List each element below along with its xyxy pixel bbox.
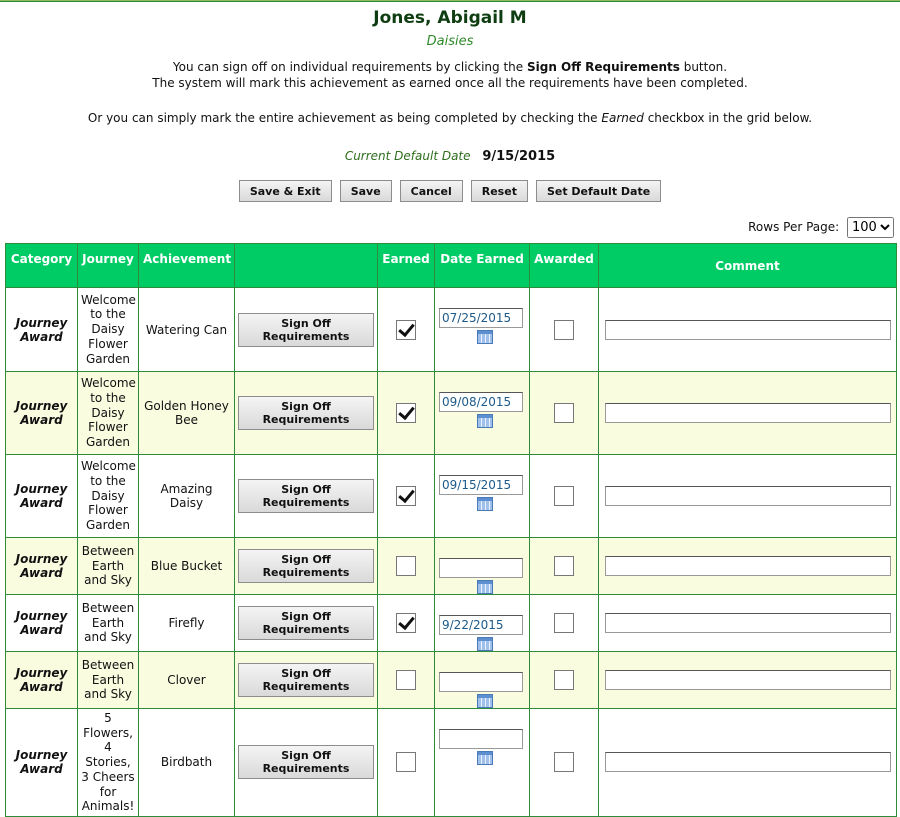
row-achievement: Clover [139, 652, 235, 709]
awarded-checkbox[interactable] [554, 613, 574, 633]
row-achievement: Blue Bucket [139, 538, 235, 595]
earned-checkbox[interactable] [396, 556, 416, 576]
instruction-signoff-emphasis: Sign Off Requirements [526, 60, 680, 74]
row-journey: 5 Flowers, 4 Stories, 3 Cheers for Animals! [78, 709, 139, 817]
row-comment-cell [599, 538, 897, 595]
calendar-icon[interactable] [477, 414, 493, 428]
table-row [6, 652, 897, 709]
row-date-cell [435, 288, 530, 372]
instruction-line-3: Or you can simply mark the entire achievement as being completed by checking the Earned checkbox in the grid below. [87, 111, 813, 125]
table-row [6, 538, 897, 595]
sign-off-requirements-button[interactable]: Sign Off Requirements [238, 549, 374, 583]
row-date-cell [435, 709, 530, 817]
earned-checkbox[interactable] [396, 403, 416, 423]
row-category: Journey Award [6, 709, 78, 817]
row-date-cell [435, 372, 530, 455]
reset-button[interactable]: Reset [471, 180, 528, 202]
earned-checkbox[interactable] [396, 320, 416, 340]
member-name: Jones, Abigail M [373, 8, 527, 28]
calendar-icon[interactable] [477, 637, 493, 651]
row-journey: Between Earth and Sky [78, 652, 139, 709]
row-awarded-cell [530, 709, 599, 817]
save-button[interactable]: Save [340, 180, 392, 202]
col-date-earned[interactable]: Date Earned [435, 244, 530, 288]
cancel-button[interactable]: Cancel [400, 180, 463, 202]
row-earned-cell [378, 288, 435, 372]
table-row [6, 372, 897, 455]
date-earned-input[interactable] [439, 672, 523, 692]
date-earned-input[interactable] [439, 615, 523, 635]
row-category: Journey Award [6, 538, 78, 595]
date-earned-input[interactable] [439, 308, 523, 328]
sign-off-requirements-button[interactable]: Sign Off Requirements [238, 745, 374, 779]
awarded-checkbox[interactable] [554, 752, 574, 772]
table-row [6, 288, 897, 372]
rows-per-page [748, 217, 894, 238]
row-awarded-cell [530, 455, 599, 538]
comment-input[interactable] [605, 320, 891, 340]
earned-checkbox[interactable] [396, 670, 416, 690]
program-level: Daisies [426, 34, 474, 49]
row-awarded-cell [530, 595, 599, 652]
date-earned-input[interactable] [439, 392, 523, 412]
row-achievement: Golden Honey Bee [139, 372, 235, 455]
row-achievement: Birdbath [139, 709, 235, 817]
row-awarded-cell [530, 652, 599, 709]
col-category[interactable]: Category [6, 244, 78, 288]
table-row [6, 455, 897, 538]
row-journey: Between Earth and Sky [78, 538, 139, 595]
sign-off-requirements-button[interactable]: Sign Off Requirements [238, 396, 374, 430]
row-comment-cell [599, 652, 897, 709]
row-signoff-cell [235, 709, 378, 817]
col-comment[interactable]: Comment [599, 244, 897, 288]
awarded-checkbox[interactable] [554, 320, 574, 340]
calendar-icon[interactable] [477, 330, 493, 344]
awarded-checkbox[interactable] [554, 556, 574, 576]
row-journey: Between Earth and Sky [78, 595, 139, 652]
sign-off-requirements-button[interactable]: Sign Off Requirements [238, 313, 374, 347]
row-awarded-cell [530, 372, 599, 455]
col-journey[interactable]: Journey [78, 244, 139, 288]
col-earned[interactable]: Earned [378, 244, 435, 288]
comment-input[interactable] [605, 670, 891, 690]
row-journey: Welcome to the Daisy Flower Garden [78, 288, 139, 372]
awarded-checkbox[interactable] [554, 403, 574, 423]
col-signoff [235, 244, 378, 288]
calendar-icon[interactable] [477, 497, 493, 511]
instruction-line-1: You can sign off on individual requirements by clicking the Sign Off Requirements button. [172, 60, 728, 74]
row-signoff-cell [235, 288, 378, 372]
date-earned-input[interactable] [439, 558, 523, 578]
save-exit-button[interactable]: Save & Exit [239, 180, 332, 202]
row-comment-cell [599, 288, 897, 372]
awarded-checkbox[interactable] [554, 486, 574, 506]
earned-checkbox[interactable] [396, 752, 416, 772]
row-achievement: Firefly [139, 595, 235, 652]
comment-input[interactable] [605, 752, 891, 772]
row-comment-cell [599, 595, 897, 652]
row-comment-cell [599, 372, 897, 455]
date-earned-input[interactable] [439, 729, 523, 749]
row-achievement: Watering Can [139, 288, 235, 372]
default-date-label: Current Default Date [344, 149, 471, 163]
comment-input[interactable] [605, 403, 891, 423]
comment-input[interactable] [605, 486, 891, 506]
top-banner-highlight [0, 0, 900, 1]
instruction-earned-emphasis: Earned [601, 111, 644, 125]
row-awarded-cell [530, 288, 599, 372]
grid-body [6, 288, 897, 817]
table-row [6, 595, 897, 652]
awarded-checkbox[interactable] [554, 670, 574, 690]
row-date-cell [435, 652, 530, 709]
comment-input[interactable] [605, 556, 891, 576]
instruction-line-2: The system will mark this achievement as earned once all the requirements have been completed. [152, 76, 748, 90]
row-earned-cell [378, 372, 435, 455]
row-earned-cell [378, 538, 435, 595]
row-signoff-cell [235, 455, 378, 538]
row-date-cell [435, 595, 530, 652]
col-awarded[interactable]: Awarded [530, 244, 599, 288]
row-date-cell [435, 455, 530, 538]
row-category: Journey Award [6, 455, 78, 538]
earned-checkbox[interactable] [396, 613, 416, 633]
sign-off-requirements-button[interactable]: Sign Off Requirements [238, 479, 374, 513]
rows-per-page-label: Rows Per Page: [748, 220, 840, 234]
row-comment-cell [599, 709, 897, 817]
col-achievement[interactable]: Achievement [139, 244, 235, 288]
row-achievement: Amazing Daisy [139, 455, 235, 538]
row-signoff-cell [235, 595, 378, 652]
row-earned-cell [378, 709, 435, 817]
row-date-cell [435, 538, 530, 595]
achievements-grid [5, 243, 897, 817]
rows-per-page-select[interactable] [847, 217, 894, 238]
row-earned-cell [378, 595, 435, 652]
row-category: Journey Award [6, 288, 78, 372]
sign-off-requirements-button[interactable]: Sign Off Requirements [238, 606, 374, 640]
row-category: Journey Award [6, 595, 78, 652]
row-signoff-cell [235, 538, 378, 595]
row-journey: Welcome to the Daisy Flower Garden [78, 372, 139, 455]
row-signoff-cell [235, 372, 378, 455]
sign-off-requirements-button[interactable]: Sign Off Requirements [238, 663, 374, 697]
default-date [0, 149, 900, 164]
calendar-icon[interactable] [477, 580, 493, 594]
row-journey: Welcome to the Daisy Flower Garden [78, 455, 139, 538]
comment-input[interactable] [605, 613, 891, 633]
date-earned-input[interactable] [439, 475, 523, 495]
calendar-icon[interactable] [477, 694, 493, 708]
row-category: Journey Award [6, 372, 78, 455]
row-category: Journey Award [6, 652, 78, 709]
set-default-date-button[interactable]: Set Default Date [536, 180, 661, 202]
toolbar [0, 180, 900, 202]
table-row [6, 709, 897, 817]
row-signoff-cell [235, 652, 378, 709]
default-date-value: 9/15/2015 [482, 149, 556, 164]
row-earned-cell [378, 652, 435, 709]
grid-header-row [6, 244, 897, 288]
calendar-icon[interactable] [477, 751, 493, 765]
earned-checkbox[interactable] [396, 486, 416, 506]
row-awarded-cell [530, 538, 599, 595]
row-comment-cell [599, 455, 897, 538]
row-earned-cell [378, 455, 435, 538]
